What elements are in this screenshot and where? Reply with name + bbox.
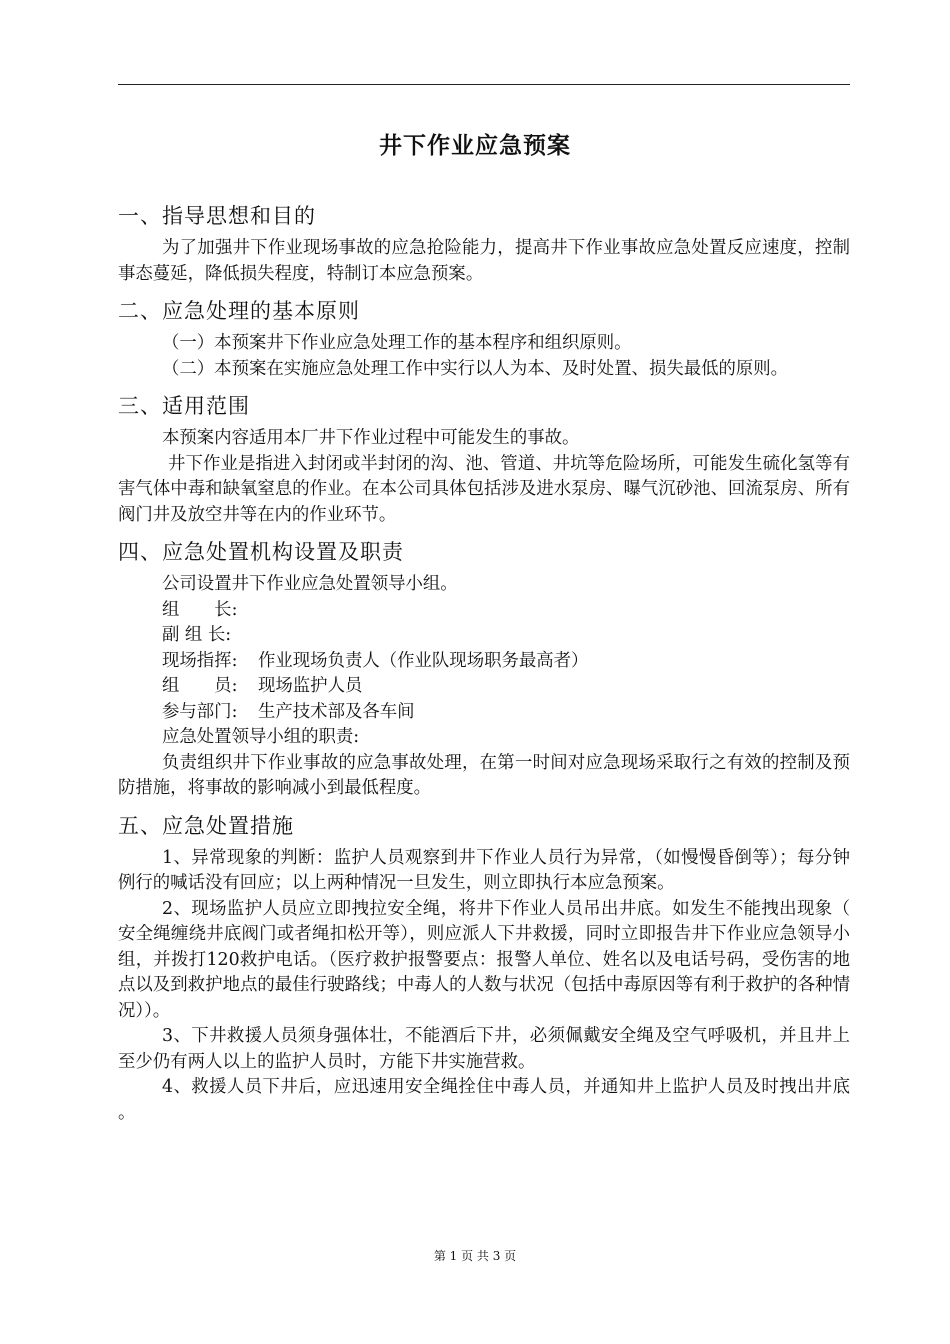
role-label: 副 组 长: bbox=[162, 625, 232, 645]
role-row bbox=[118, 649, 850, 675]
section-heading-5: 五、应急处置措施 bbox=[118, 813, 294, 838]
section-heading-1: 一、指导思想和目的 bbox=[118, 204, 316, 228]
paragraph: 负责组织井下作业事故的应急事故处理，在第一时间对应急现场采取行之有效的控制及预防措施，将事故的影响减小到最低程度。 bbox=[118, 752, 850, 798]
section-heading-2: 二、应急处理的基本原则 bbox=[118, 299, 360, 323]
role-row bbox=[118, 623, 850, 649]
paragraph: 3、下井救援人员须身强体壮，不能酒后下井，必须佩戴安全绳及空气呼吸机，并且井上至少仍有两人以上的监护人员时，方能下井实施营救。 bbox=[118, 1026, 850, 1072]
header-rule bbox=[118, 84, 850, 85]
role-row bbox=[118, 674, 850, 700]
paragraph: 1、异常现象的判断：监护人员观察到井下作业人员行为异常，（如慢慢昏倒等）；每分钟例行的喊话没有回应；以上两种情况一旦发生，则立即执行本应急预案。 bbox=[118, 847, 850, 893]
role-label: 参与部门: bbox=[162, 701, 238, 722]
role-row bbox=[118, 598, 850, 624]
paragraph: 4、救援人员下井后，应迅速用安全绳拴住中毒人员，并通知井上监护人员及时拽出井底。 bbox=[118, 1077, 850, 1123]
role-value: 现场监护人员 bbox=[258, 676, 363, 696]
paragraph: 公司设置井下作业应急处置领导小组。 bbox=[162, 574, 458, 594]
paragraph: 2、现场监护人员应立即拽拉安全绳，将井下作业人员吊出井底。如发生不能拽出现象（安全绳缠绕井底阀门或者绳扣松开等），则应派人下井救援，同时立即报告井下作业应急领导小组，并拨打120救护电话。（医疗救护报警要点：报警人单位、姓名以及电话号码，受伤害的地点以及到救护地点的最佳行驶路线；中毒人的人数与状况（包括中毒原因等有利于救护的各种情况））。 bbox=[118, 898, 850, 1021]
duty-title: 应急处置领导小组的职责: bbox=[162, 727, 360, 747]
section-heading-3: 三、适用范围 bbox=[118, 394, 250, 418]
role-row bbox=[118, 700, 850, 726]
role-label: 组 员: bbox=[162, 676, 238, 696]
paragraph: 井下作业是指进入封闭或半封闭的沟、池、管道、井坑等危险场所，可能发生硫化氢等有害气体中毒和缺氧窒息的作业。在本公司具体包括涉及进水泵房、曝气沉砂池、回流泵房、所有阀门井及放空井等在内的作业环节。 bbox=[118, 453, 850, 525]
role-value: 生产技术部及各车间 bbox=[258, 701, 415, 722]
section-heading-4: 四、应急处置机构设置及职责 bbox=[118, 540, 404, 564]
paragraph: （一）本预案井下作业应急处理工作的基本程序和组织原则。 bbox=[162, 333, 632, 353]
role-value: 作业现场负责人（作业队现场职务最高者） bbox=[258, 650, 589, 671]
paragraph: 为了加强井下作业现场事故的应急抢险能力，提高井下作业事故应急处置反应速度，控制事态蔓延，降低损失程度，特制订本应急预案。 bbox=[118, 238, 850, 284]
paragraph: 本预案内容适用本厂井下作业过程中可能发生的事故。 bbox=[162, 428, 580, 448]
page-number: 第 1 页 共 3 页 bbox=[433, 1249, 517, 1263]
role-label: 组 长: bbox=[162, 599, 238, 620]
document-body bbox=[118, 196, 850, 1126]
paragraph: （二）本预案在实施应急处理工作中实行以人为本、及时处置、损失最低的原则。 bbox=[162, 358, 789, 379]
document-title: 井下作业应急预案 bbox=[379, 132, 571, 159]
role-label: 现场指挥: bbox=[162, 650, 238, 671]
